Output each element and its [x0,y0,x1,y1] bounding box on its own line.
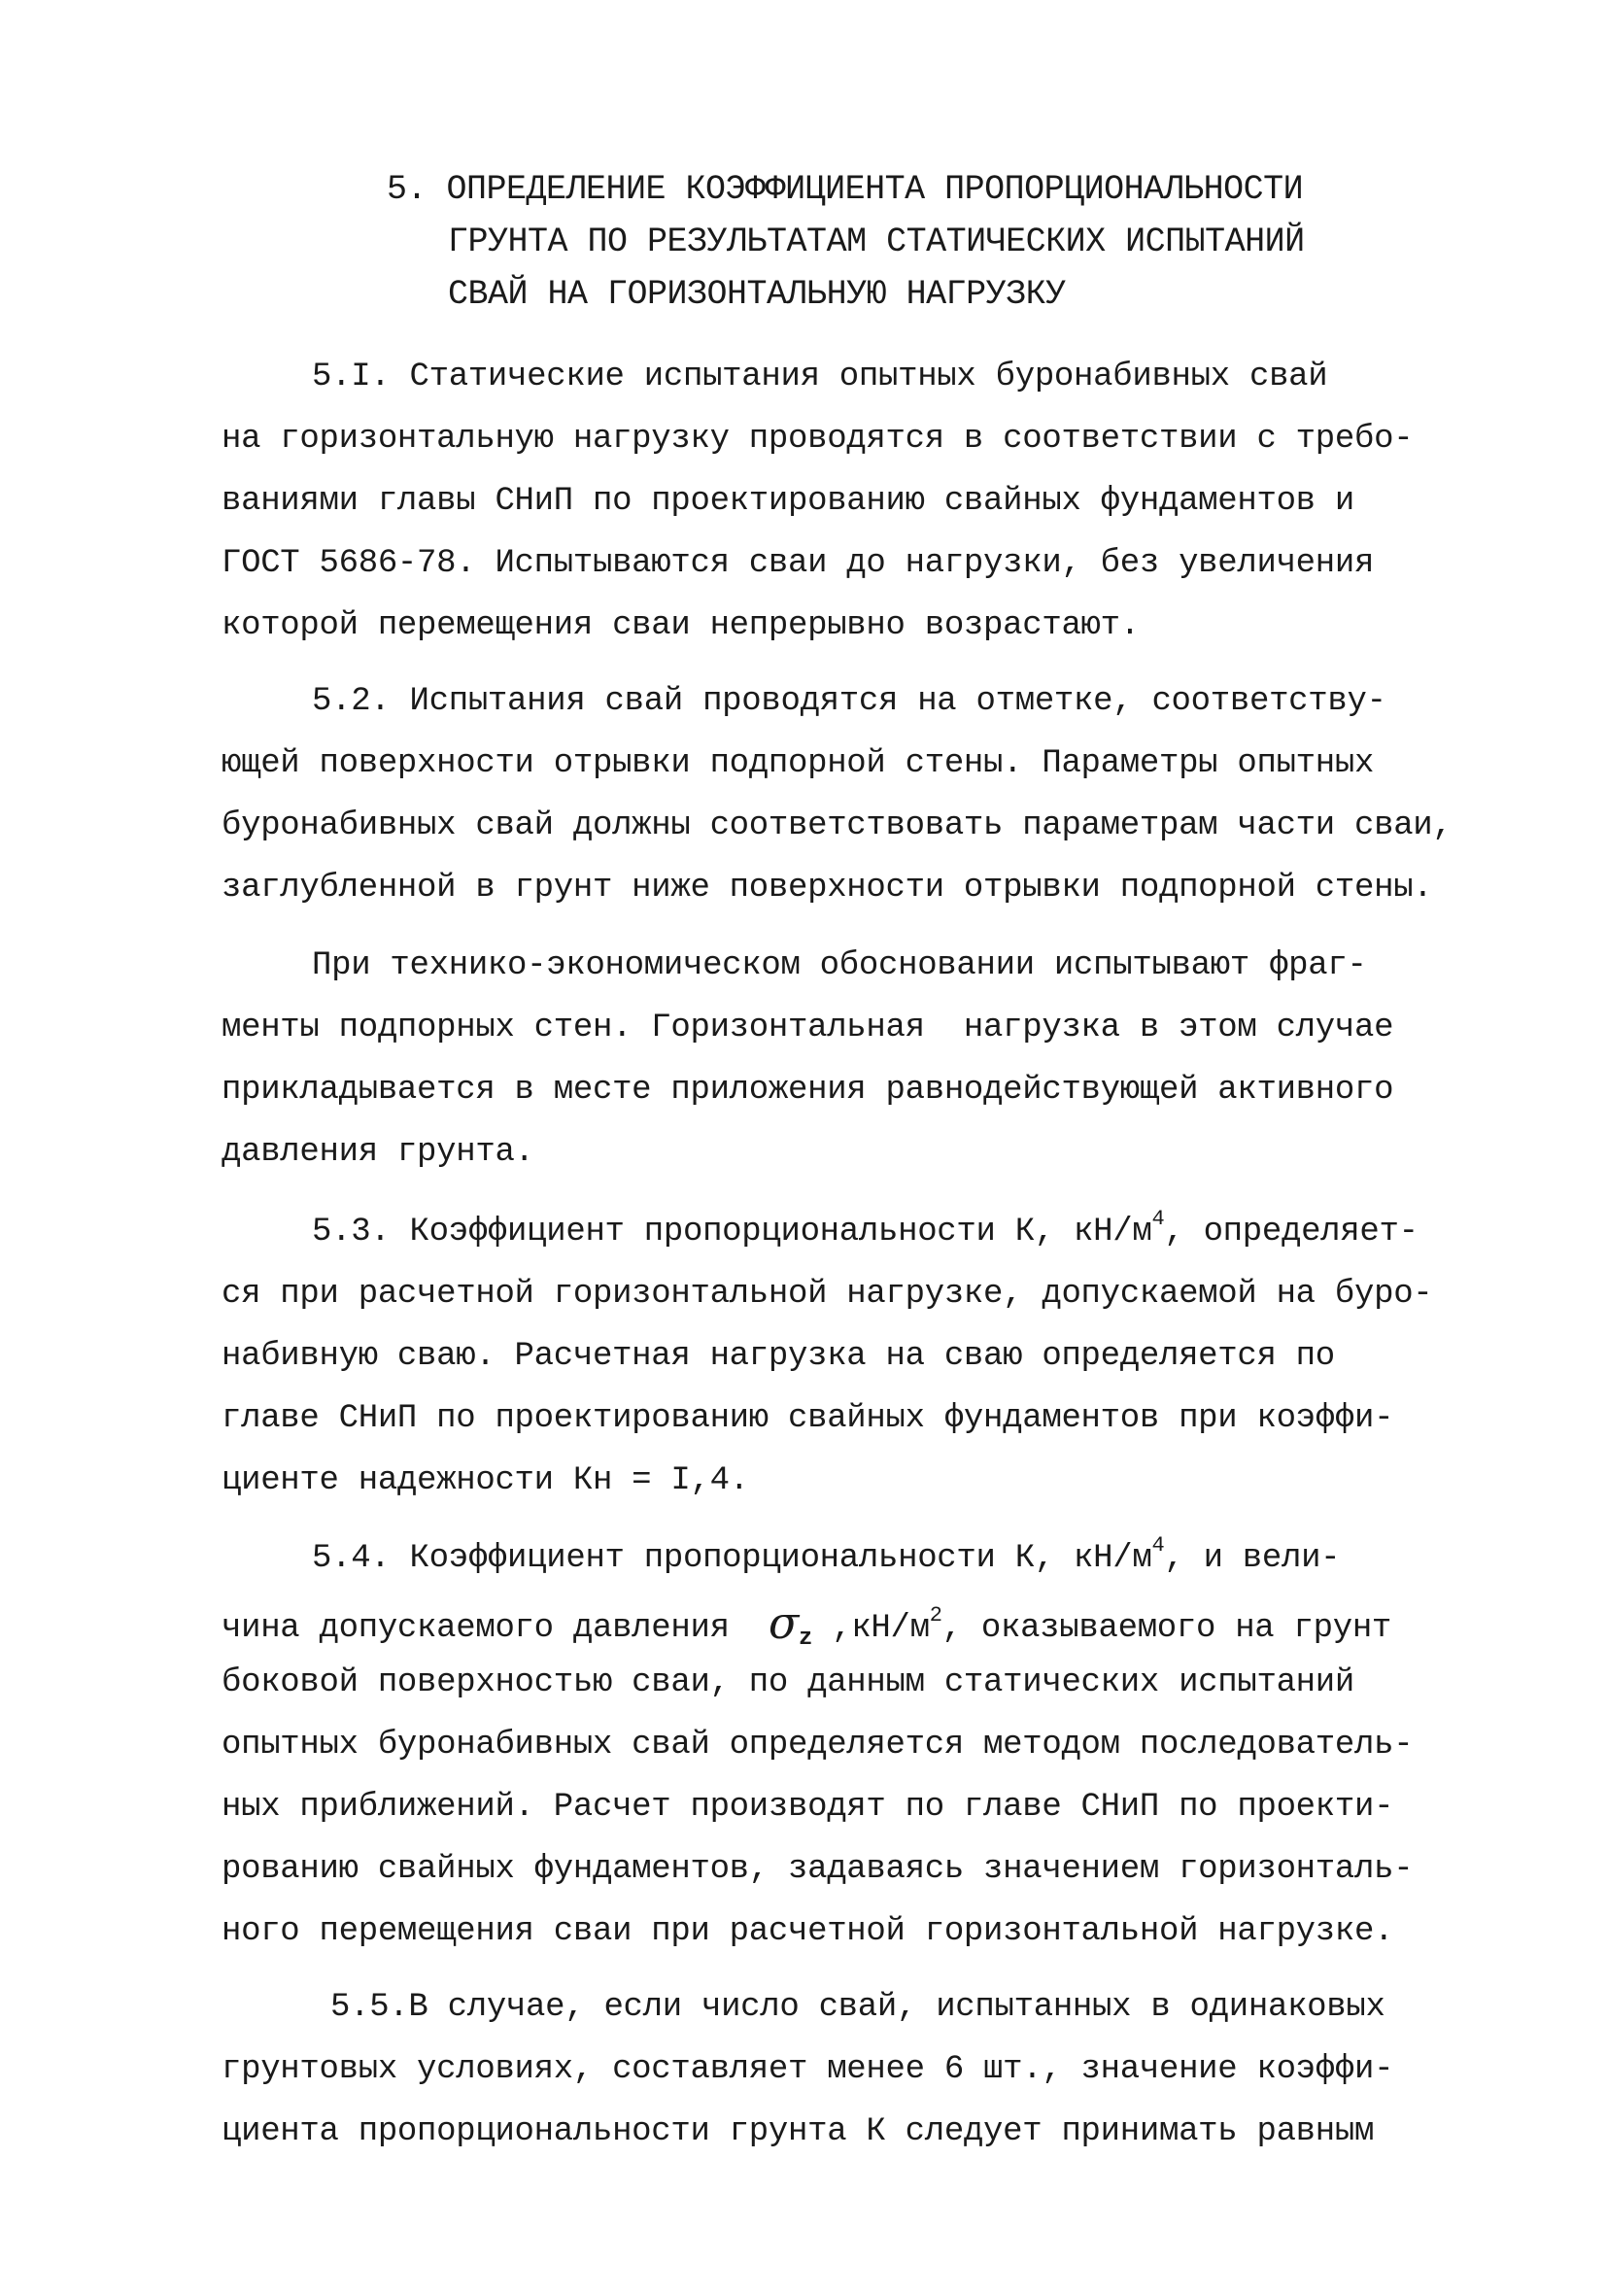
text-line: 5.5.В случае, если число свай, испытанных в одинаковых [330,1989,1385,2026]
text-line: давления грунта. [222,1134,534,1171]
text-line: менты подпорных стен. Горизонтальная нагрузка в этом случае [222,1010,1394,1046]
text-line: прикладывается в месте приложения равнодействующей активного [222,1072,1394,1109]
text-fragment: 5.3. Коэффициент пропорциональности К, кН/м [312,1214,1152,1251]
text-fragment: 5.4. Коэффициент пропорциональности К, кН/м [312,1540,1152,1577]
text-line: ваниями главы СНиП по проектированию свайных фундаментов и [222,483,1354,520]
text-line: ГОСТ 5686-78. Испытываются сваи до нагрузки, без увеличения [222,545,1375,582]
text-line: ся при расчетной горизонтальной нагрузке, допускаемой на буро- [222,1276,1433,1313]
text-fragment: , и вели- [1164,1540,1341,1577]
text-line: 5.2. Испытания свай проводятся на отметке, соответству- [312,683,1386,720]
text-line: на горизонтальную нагрузку проводятся в соответствии с требо- [222,421,1414,458]
text-line: ных приближений. Расчет производят по главе СНиП по проекти- [222,1789,1394,1826]
title-line: СВАЙ НА ГОРИЗОНТАЛЬНУЮ НАГРУЗКУ [448,275,1066,314]
text-line: набивную сваю. Расчетная нагрузка на сваю определяется по [222,1338,1335,1375]
text-line: главе СНиП по проектированию свайных фундаментов при коэффи- [222,1400,1394,1437]
text-line: опытных буронабивных свай определяется методом последователь- [222,1727,1414,1764]
text-fragment: , определяет- [1164,1214,1419,1251]
text-line: заглубленной в грунт ниже поверхности отрывки подпорной стены. [222,870,1433,907]
text-line: ного перемещения сваи при расчетной горизонтальной нагрузке. [222,1913,1394,1950]
text-line [312,1201,1419,1263]
text-line: буронабивных свай должны соответствовать параметрам части сваи, [222,807,1453,844]
text-fragment: ,кН/м [812,1610,930,1647]
superscript: 4 [1151,1207,1165,1231]
text-line: циенте надежности Кн = I,4. [222,1462,749,1499]
sigma-symbol: σ [768,1596,800,1649]
superscript: 4 [1151,1533,1165,1558]
text-line: При технико-экономическом обосновании испытывают фраг- [312,947,1367,984]
text-line: которой перемещения сваи непрерывно возрастают. [222,607,1140,644]
text-line: 5.I. Статические испытания опытных буронабивных свай [312,359,1328,395]
text-line [312,1527,1340,1590]
text-line: боковой поверхностью сваи, по данным статических испытаний [222,1664,1354,1701]
text-line: циента пропорциональности грунта К следует принимать равным [222,2113,1375,2150]
text-line: ющей поверхности отрывки подпорной стены. Параметры опытных [222,745,1375,782]
superscript: 2 [929,1603,942,1628]
text-line: грунтовых условиях, составляет менее 6 шт., значение коэффи- [222,2051,1394,2088]
title-line: ГРУНТА ПО РЕЗУЛЬТАТАМ СТАТИЧЕСКИХ ИСПЫТАНИЙ [448,223,1305,261]
text-fragment: , оказываемого на грунт [941,1610,1392,1647]
text-line: рованию свайных фундаментов, задаваясь значением горизонталь- [222,1851,1414,1888]
text-fragment: чина допускаемого давления [222,1610,769,1647]
title-line: 5. ОПРЕДЕЛЕНИЕ КОЭФФИЦИЕНТА ПРОПОРЦИОНАЛЬНОСТИ [387,170,1304,209]
subscript: z [799,1626,813,1652]
text-line [222,1590,1391,1652]
